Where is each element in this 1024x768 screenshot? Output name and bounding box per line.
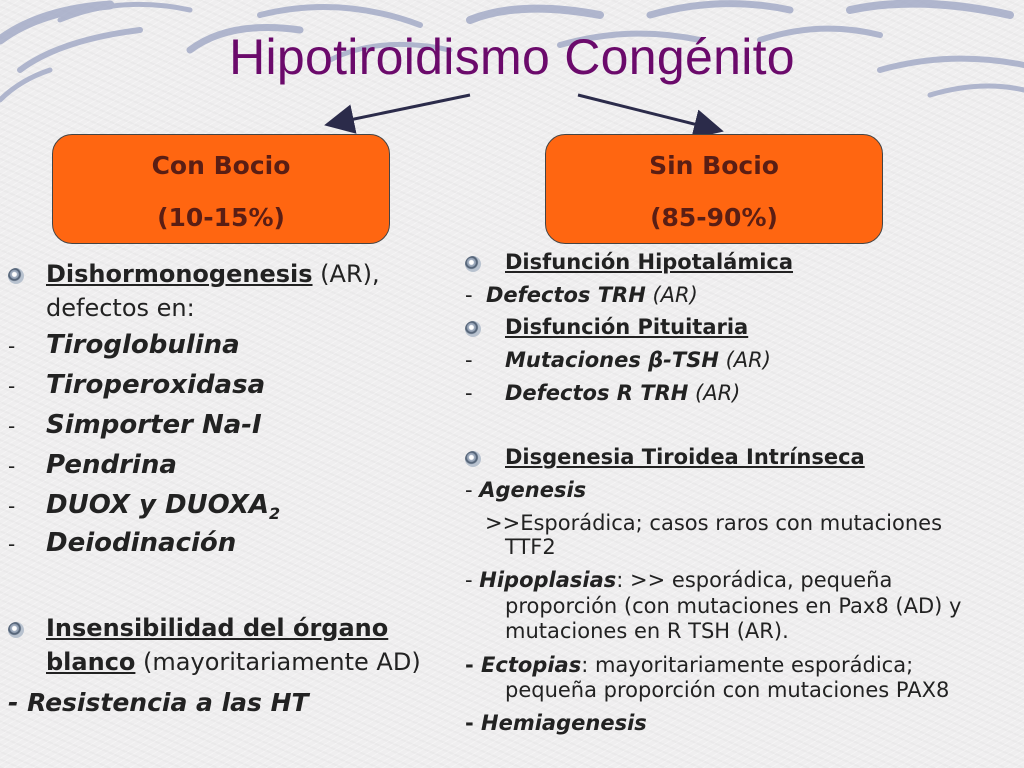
ectopias-desc-cont: pequeña proporción con mutaciones PAX8 (505, 678, 950, 702)
list-dash: - (465, 283, 473, 307)
branch-arrows (0, 0, 1024, 150)
list-dash: - (8, 414, 16, 438)
list-dash: - (8, 532, 16, 556)
list-dash: - (8, 494, 16, 518)
page-title: Hipotiroidismo Congénito (229, 29, 795, 85)
list-dash: - (465, 653, 482, 677)
list-dash: - (8, 374, 16, 398)
list-dash: - (465, 478, 480, 502)
resistencia-item: - Resistencia a las HT (8, 688, 309, 717)
duoxa-subscript: 2 (269, 504, 281, 524)
hipoplasias-item: Hipoplasias (479, 568, 617, 592)
list-dash: - (465, 711, 482, 735)
defect-item: Pendrina (46, 450, 177, 480)
list-dash: - (8, 334, 16, 358)
ectopias-desc: : mayoritariamente esporádica; (581, 653, 914, 677)
mutaciones-tsh-inheritance: (AR) (718, 348, 771, 372)
defects-intro: defectos en: (46, 294, 195, 322)
agenesis-item: Agenesis (479, 478, 587, 502)
arrow-left (330, 95, 470, 124)
ectopias-item: Ectopias (481, 653, 582, 677)
con-bocio-box (52, 134, 390, 244)
bullet-icon (8, 268, 24, 284)
defectos-r-trh-inheritance: (AR) (688, 381, 741, 405)
agenesis-note: >>Esporádica; casos raros con mutaciones (485, 511, 943, 535)
defect-item: Tiroperoxidasa (46, 370, 266, 400)
list-dash: - (8, 454, 16, 478)
arrow-right (578, 95, 718, 130)
bullet-icon (465, 256, 481, 272)
list-dash: - (465, 348, 473, 372)
bullet-icon (465, 451, 481, 467)
sin-bocio-label: Sin Bocio (649, 151, 779, 180)
disfuncion-hipotalamica-heading: Disfunción Hipotalámica (505, 250, 794, 274)
disgenesia-heading: Disgenesia Tiroidea Intrínseca (505, 445, 865, 469)
con-bocio-percent: (10-15%) (157, 203, 285, 232)
dishormonogenesis-inheritance: (AR), (312, 260, 380, 288)
disfuncion-pituitaria-heading: Disfunción Pituitaria (505, 315, 749, 339)
bullet-icon (8, 622, 24, 638)
left-column (8, 258, 458, 728)
con-bocio-label: Con Bocio (151, 151, 291, 180)
dishormonogenesis-heading: Dishormonogenesis (46, 260, 313, 288)
list-dash: - (465, 568, 480, 592)
right-column (465, 250, 1024, 750)
list-dash: - (465, 381, 473, 405)
defect-item: Simporter Na-I (46, 410, 262, 440)
hipoplasias-desc-cont: proporción (con mutaciones en Pax8 (AD) y (505, 594, 962, 618)
defect-item: Tiroglobulina (46, 330, 240, 360)
sin-bocio-box (545, 134, 883, 244)
defectos-trh-inheritance: (AR) (645, 283, 698, 307)
defectos-trh: Defectos TRH (485, 283, 646, 307)
defect-item: Deiodinación (46, 528, 237, 558)
insensibilidad-heading: Insensibilidad del órgano (46, 614, 389, 642)
hemiagenesis-item: Hemiagenesis (481, 711, 647, 735)
sin-bocio-percent: (85-90%) (650, 203, 778, 232)
hipoplasias-desc: : >> esporádica, pequeña (616, 568, 893, 592)
hipoplasias-desc-cont2: mutaciones en R TSH (AR). (505, 619, 789, 643)
insensibilidad-heading-cont: blanco (46, 648, 136, 676)
defect-item: DUOX y DUOXA (46, 490, 270, 520)
bullet-icon (465, 321, 481, 337)
agenesis-note-cont: TTF2 (505, 535, 556, 559)
defectos-r-trh: Defectos R TRH (505, 381, 689, 405)
insensibilidad-inheritance: (mayoritariamente AD) (135, 648, 421, 676)
mutaciones-tsh: Mutaciones β-TSH (505, 348, 719, 372)
